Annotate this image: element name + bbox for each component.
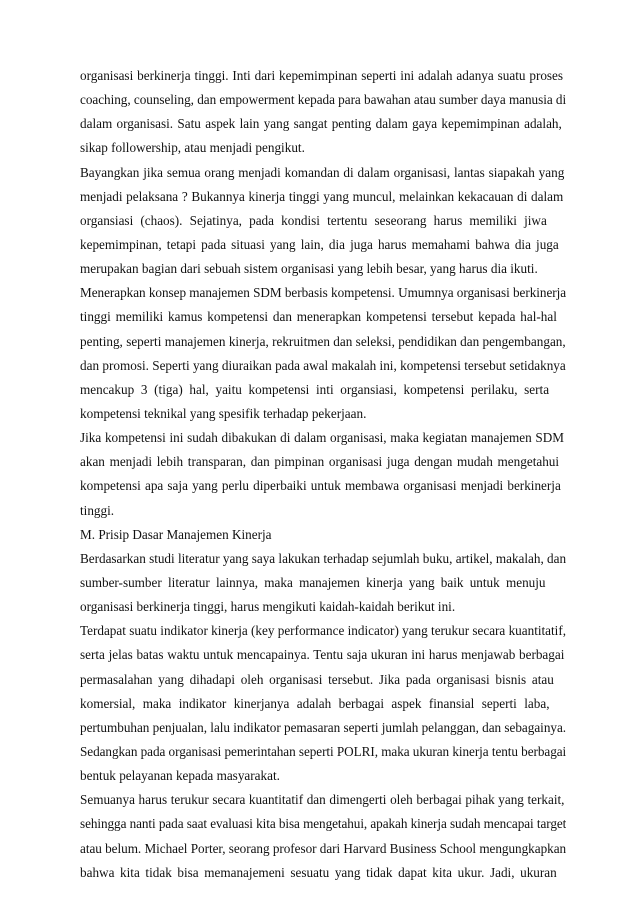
text-line: kepemimpinan, tetapi pada situasi yang lain, dia juga harus memahami bahwa dia juga bbox=[80, 236, 559, 252]
body-text bbox=[80, 64, 566, 885]
text-line: bahwa kita tidak bisa memanajemeni sesuatu yang tidak dapat kita ukur. Jadi, ukuran bbox=[80, 864, 557, 880]
text-line: organisasi berkinerja tinggi, harus mengikuti kaidah-kaidah berikut ini. bbox=[80, 599, 456, 615]
text-line: sikap followership, atau menjadi pengikut. bbox=[80, 140, 305, 156]
text-line: Semuanya harus terukur secara kuantitatif dan dimengerti oleh berbagai pihak yang terkait, bbox=[80, 792, 565, 808]
text-line: coaching, counseling, dan empowerment kepada para bawahan atau sumber daya manusia di bbox=[80, 92, 566, 108]
text-line: akan menjadi lebih transparan, dan pimpinan organisasi juga dengan mudah mengetahui bbox=[80, 454, 560, 470]
text-line: atau belum. Michael Porter, seorang profesor dari Harvard Business School mengungkapkan bbox=[80, 840, 566, 856]
text-line: organisasi berkinerja tinggi. Inti dari kepemimpinan seperti ini adalah adanya suatu proses bbox=[80, 68, 564, 83]
text-line: dan promosi. Seperti yang diuraikan pada awal makalah ini, kompetensi tersebut setidaknya bbox=[80, 357, 566, 373]
text-line: Terdapat suatu indikator kinerja (key performance indicator) yang terukur secara kuantitatif, bbox=[80, 623, 566, 639]
text-line: mencakup 3 (tiga) hal, yaitu kompetensi inti organsiasi, kompetensi perilaku, serta bbox=[80, 381, 550, 397]
text-line: Berdasarkan studi literatur yang saya lakukan terhadap sejumlah buku, artikel, makalah, dan bbox=[80, 550, 566, 566]
text-line: pertumbuhan penjualan, lalu indikator pemasaran seperti jumlah pelanggan, dan sebagainya. bbox=[80, 719, 566, 735]
text-line: sumber-sumber literatur lainnya, maka manajemen kinerja yang baik untuk menuju bbox=[80, 574, 546, 590]
text-line: penting, seperti manajemen kinerja, rekruitmen dan seleksi, pendidikan dan pengembangan, bbox=[80, 333, 566, 349]
text-line: kompetensi teknikal yang spesifik terhadap pekerjaan. bbox=[80, 405, 367, 421]
text-line: menjadi pelaksana ? Bukannya kinerja tinggi yang muncul, melainkan kekacauan di dalam bbox=[80, 188, 564, 204]
text-line: serta jelas batas waktu untuk mencapainya. Tentu saja ukuran ini harus menjawab berbagai bbox=[80, 647, 565, 663]
text-line: sehingga nanti pada saat evaluasi kita bisa mengetahui, apakah kinerja sudah mencapai target bbox=[80, 816, 566, 832]
text-line: dalam organisasi. Satu aspek lain yang sangat penting dalam gaya kepemimpinan adalah, bbox=[80, 116, 562, 132]
text-line: Sedangkan pada organisasi pemerintahan seperti POLRI, maka ukuran kinerja tentu berbagai bbox=[80, 743, 566, 759]
text-line: tinggi. bbox=[80, 502, 115, 518]
text-line: permasalahan yang dihadapi oleh organisasi tersebut. Jika pada organisasi bisnis atau bbox=[80, 671, 554, 687]
text-line: komersial, maka indikator kinerjanya adalah berbagai aspek finansial seperti laba, bbox=[80, 695, 550, 711]
text-line: organsiasi (chaos). Sejatinya, pada kondisi tertentu seseorang harus memiliki jiwa bbox=[80, 212, 547, 228]
text-line: merupakan bagian dari sebuah sistem organisasi yang lebih besar, yang harus dia ikuti. bbox=[80, 261, 538, 277]
section-heading: M. Prisip Dasar Manajemen Kinerja bbox=[80, 526, 272, 542]
text-line: Menerapkan konsep manajemen SDM berbasis kompetensi. Umumnya organisasi berkinerja bbox=[80, 285, 566, 301]
text-line: Bayangkan jika semua orang menjadi komandan di dalam organisasi, lantas siapakah yang bbox=[80, 164, 565, 180]
text-line: Jika kompetensi ini sudah dibakukan di dalam organisasi, maka kegiatan manajemen SDM bbox=[80, 430, 564, 446]
text-line: kompetensi apa saja yang perlu diperbaiki untuk membawa organisasi menjadi berkinerja bbox=[80, 478, 561, 494]
text-line: bentuk pelayanan kepada masyarakat. bbox=[80, 768, 280, 784]
text-line: tinggi memiliki kamus kompetensi dan menerapkan kompetensi tersebut kepada hal-hal bbox=[80, 309, 557, 325]
